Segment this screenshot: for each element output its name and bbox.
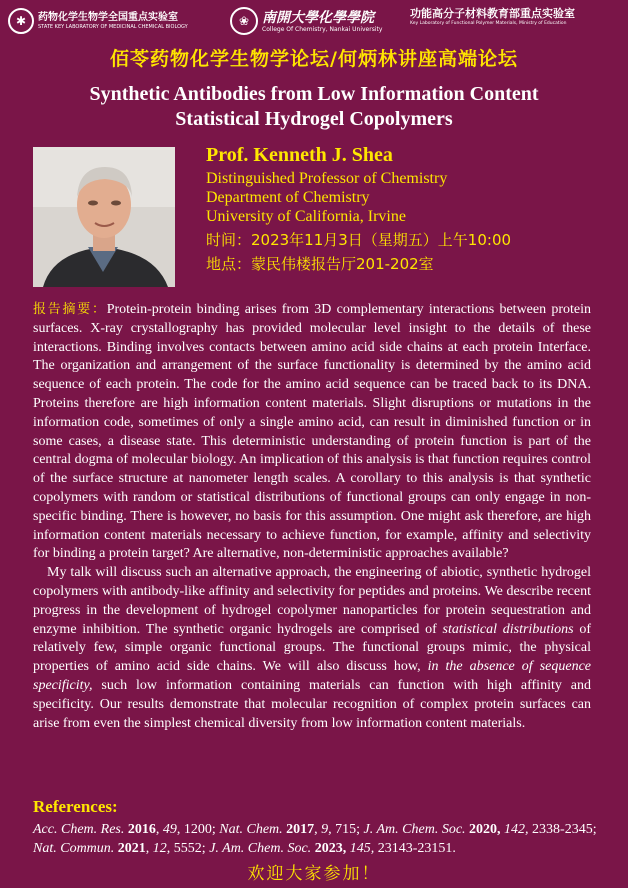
speaker-portrait-icon (33, 147, 175, 287)
polymer-lab-name: 功能高分子材料教育部重点实验室 (410, 7, 575, 20)
state-key-lab-sub: STATE KEY LABORATORY OF MEDICINAL CHEMICAL BIOLOGY (38, 23, 188, 30)
abstract-paragraph-1 (33, 301, 591, 564)
reference-item: J. Am. Chem. Soc. 2023, 145, 23143-23151. (209, 841, 456, 856)
welcome-message: 欢迎大家参加！ (247, 864, 381, 884)
speaker-department: Department of Chemistry (206, 189, 370, 206)
abstract (33, 301, 591, 733)
talk-venue: 地点：蒙民伟楼报告厅201-202室 (206, 255, 434, 273)
abstract-p2-emphasis-2: in the absence of sequence specificity, (33, 659, 591, 693)
header-logos (0, 0, 628, 40)
speaker-info (206, 142, 511, 276)
talk-title-line2: Statistical Hydrogel Copolymers (175, 108, 453, 130)
abstract-label: 报告摘要： (33, 302, 107, 317)
abstract-p2-text-c: such low information containing materials can function with high affinity and specificity. Our results demonstrate that molecular recognition of complex protein surfaces can arise from even the simplest chemical diversity from low information content materials. (33, 677, 591, 731)
abstract-p2-emphasis-1: statistical distributions (442, 621, 574, 637)
lab-emblem-icon: ✱ (8, 8, 34, 34)
state-key-lab-logo (8, 8, 188, 34)
state-key-lab-name: 药物化学生物学全国重点实验室 (38, 11, 178, 23)
references-list (33, 820, 598, 858)
nankai-emblem-icon: ❀ (230, 7, 258, 35)
reference-item: Nat. Chem. 2017, 9, 715; (219, 822, 364, 837)
reference-item: J. Am. Chem. Soc. 2020, 142, 2338-2345; (363, 822, 597, 837)
speaker-position: Distinguished Professor of Chemistry (206, 170, 448, 187)
nankai-chemistry-logo (230, 7, 382, 35)
abstract-p1-text: Protein-protein binding arises from 3D complementary interactions between protein surfaces. X-ray crystallography has provided molecular level insight to the details of these interactions. Binding involves contacts between amino acid side chains at each protein Interface. The organization and arrangement of the surface functionality is determined by the amino acid sequence of each protein. The code for the amino acid sequence can be traced back to its DNA. Proteins therefore are high information content materials. Slight disruptions or mutations in the information code, sometimes of only a single amino acid, can result in diminished function or in some cases, a disease state. This deterministic understanding of protein function is part of the central dogma of molecular biology. An implication of this analysis is that function requires control of the surface structure at nanometer length scales. A corollary to this analysis is that synthetic copolymers with random or statistical distributions of functional groups can only engage in non-specific binding. There is however, no basis for this assumption. One might ask therefore, are high information content materials necessary to achieve function, for example, affinity and selectivity for binding a protein target? Are alternative, non-deterministic approaches available? (33, 302, 591, 562)
reference-item: Nat. Commun. 2021, 12, 5552; (33, 841, 210, 856)
speaker-photo (33, 147, 175, 287)
nankai-college-sub: College Of Chemistry, Nankai University (262, 25, 383, 33)
abstract-p2-text-a: My talk will discuss such an alternative approach, the engineering of abiotic, synthetic hydrogel copolymers with antibody-like affinity and selectivity for peptides and proteins. We describe recent progress in the development of hydrogel copolymer nanoparticles for protein sequestration and enzyme inhibition. The synthetic organic hydrogels are comprised of (33, 565, 591, 637)
talk-title (20, 82, 608, 132)
speaker-university: University of California, Irvine (206, 208, 406, 225)
functional-polymer-lab-logo (410, 8, 575, 27)
forum-title: 佰苓药物化学生物学论坛/何炳林讲座高端论坛 (110, 48, 518, 70)
reference-item: Acc. Chem. Res. 2016, 49, 1200; (33, 822, 220, 837)
abstract-paragraph-2 (33, 564, 591, 733)
talk-time: 时间：2023年11月3日（星期五）上午10:00 (206, 231, 512, 249)
talk-title-line1: Synthetic Antibodies from Low Information Content (89, 83, 539, 105)
speaker-name: Prof. Kenneth J. Shea (206, 144, 393, 166)
references-title: References: (33, 797, 118, 816)
nankai-college-name: 南開大學化學學院 (262, 9, 374, 26)
polymer-lab-sub: Key Laboratory of Functional Polymer Materials, Ministry of Education (410, 21, 567, 26)
abstract-p2-text-b: of relatively few, simple organic functional groups. The functional groups mimic, the physical properties of amino acid side chains. We will also discuss how, (33, 621, 592, 675)
